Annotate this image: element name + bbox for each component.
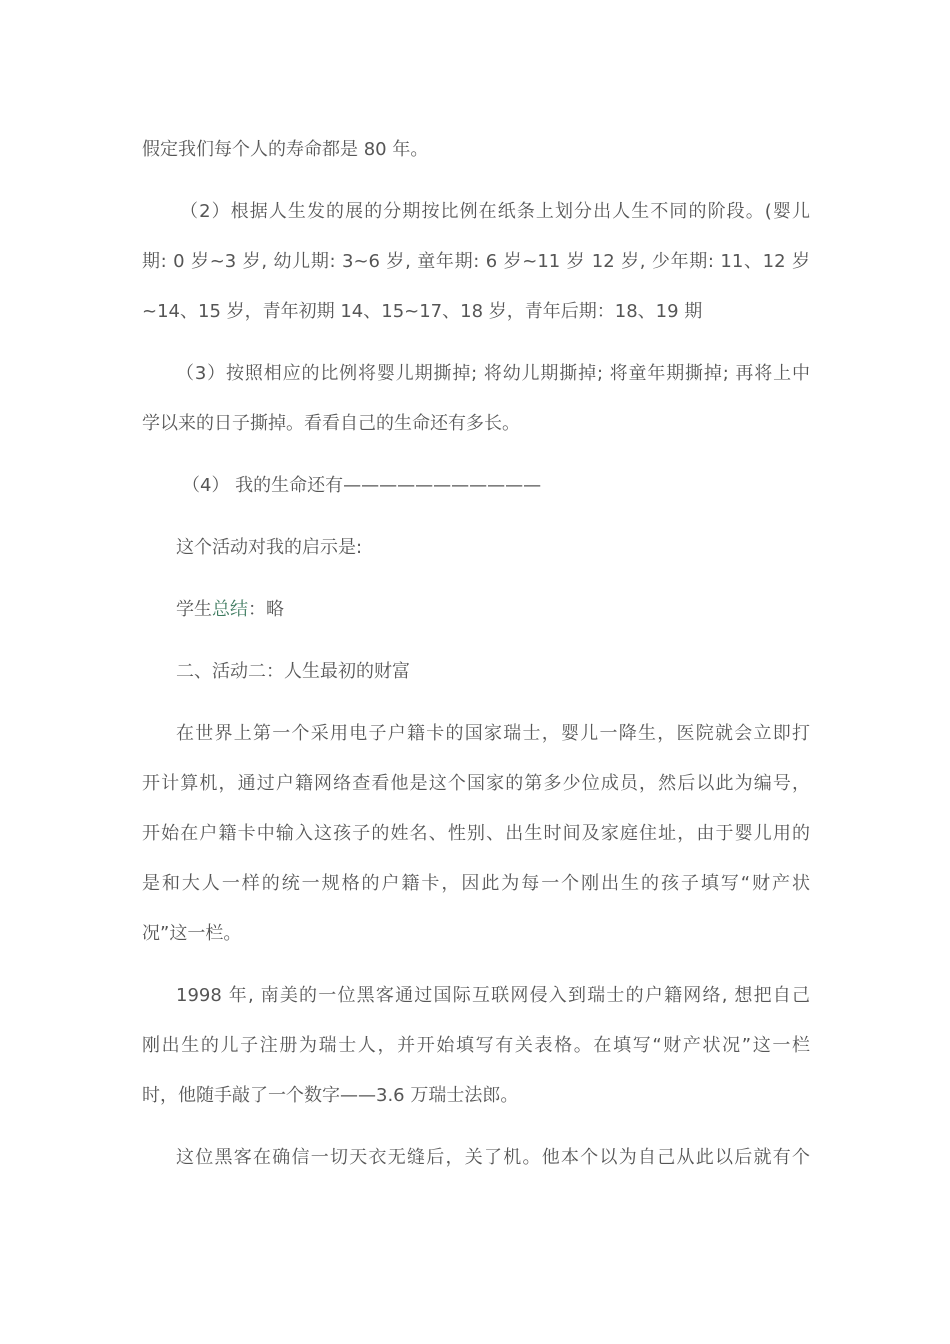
summary-highlight: 总结 [212, 599, 248, 620]
paragraph-line-9 [176, 598, 284, 622]
paragraph-line-4: ~14、15 岁，青年初期 14、15~17、18 岁，青年后期：18、19 期 [142, 301, 703, 322]
paragraph-line-18: 时，他随手敲了一个数字——3.6 万瑞士法郎。 [142, 1085, 519, 1106]
paragraph-line-5: （3）按照相应的比例将婴儿期撕掉; 将幼儿期撕掉; 将童年期撕掉; 再将上中 [176, 363, 810, 384]
paragraph-line-3: 期: 0 岁~3 岁, 幼儿期: 3~6 岁, 童年期: 6 岁~11 岁 12 岁, 少年期: 11、12 岁 [142, 251, 810, 272]
paragraph-line-12: 开计算机，通过户籍网络查看他是这个国家的第多少位成员，然后以此为编号， [142, 773, 810, 794]
paragraph-line-2: （2）根据人生发的展的分期按比例在纸条上划分出人生不同的阶段。(婴儿 [180, 201, 810, 222]
section-heading: 二、活动二：人生最初的财富 [176, 661, 410, 682]
paragraph-line-15: 况”这一栏。 [142, 923, 242, 944]
paragraph-line-19: 这位黑客在确信一切天衣无缝后，关了机。他本个以为自己从此以后就有个 [176, 1147, 810, 1168]
document-page [142, 0, 810, 1344]
summary-suffix: ：略 [248, 599, 284, 620]
summary-prefix: 学生 [176, 599, 212, 620]
paragraph-line-14: 是和大人一样的统一规格的户籍卡，因此为每一个刚出生的孩子填写“财产状 [142, 873, 810, 894]
paragraph-line-1: 假定我们每个人的寿命都是 80 年。 [142, 139, 429, 160]
paragraph-line-16: 1998 年, 南美的一位黑客通过国际互联网侵入到瑞士的户籍网络, 想把自己 [176, 985, 810, 1006]
paragraph-line-11: 在世界上第一个采用电子户籍卡的国家瑞士，婴儿一降生，医院就会立即打 [176, 723, 810, 744]
paragraph-line-8: 这个活动对我的启示是: [176, 537, 363, 558]
paragraph-line-17: 刚出生的儿子注册为瑞士人，并开始填写有关表格。在填写“财产状况”这一栏 [142, 1035, 810, 1056]
paragraph-line-7: （4） 我的生命还有——————————— [182, 475, 542, 496]
paragraph-line-6: 学以来的日子撕掉。看看自己的生命还有多长。 [142, 413, 520, 434]
paragraph-line-13: 开始在户籍卡中输入这孩子的姓名、性别、出生时间及家庭住址，由于婴儿用的 [142, 823, 810, 844]
